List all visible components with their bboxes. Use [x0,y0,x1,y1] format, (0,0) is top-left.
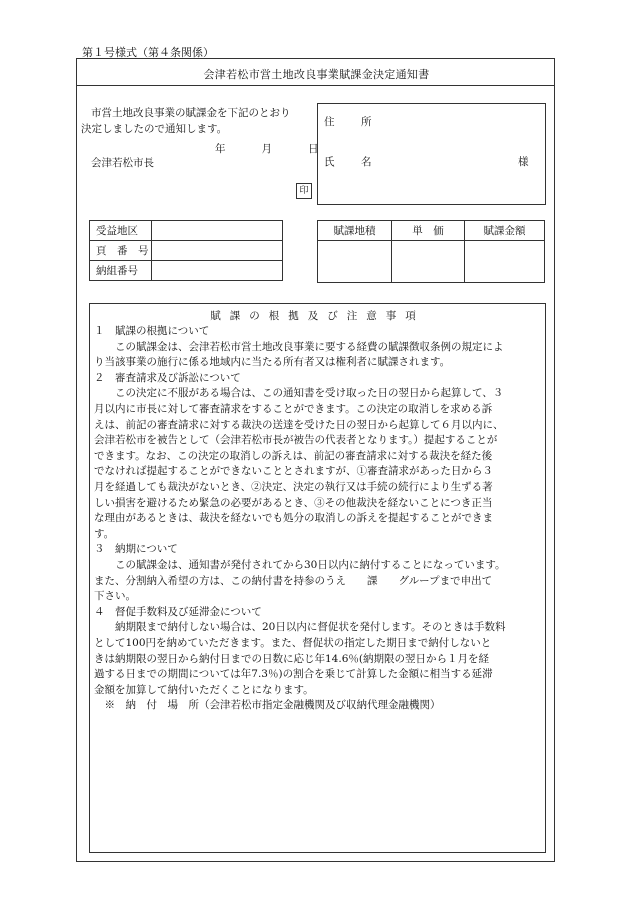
date-year-label: 年 [215,143,226,155]
table-row [90,221,283,241]
honorific: 様 [518,156,529,168]
notes-line: 月以内に市長に対して審査請求をすることができます。この決定の取消しを求める訴 [94,403,493,415]
date-day-label: 日 [308,143,319,155]
notice-text-line1: 市営土地改良事業の賦課金を下記のとおり [91,107,291,119]
unit-price-value [392,241,465,283]
notes-line: この決定に不服がある場合は、この通知書を受け取った日の翌日から起算して、３ [94,387,504,400]
amount-value [465,241,545,283]
notes-line: この賦課金は、会津若松市営土地改良事業に要する経費の賦課徴収条例の規定によ [94,340,504,353]
area-value [318,241,392,283]
notes-line: ※ 納 付 場 所（会津若松市指定金融機関及び収納代理金融機関） [94,699,441,712]
table-row [318,241,545,283]
notes-line: ３ 納期について [94,543,178,556]
form-number: 第１号様式（第４条関係） [82,46,214,59]
table-row [90,241,283,261]
issuer-mayor: 会津若松市長 [91,157,154,169]
date-month-label: 月 [261,143,272,155]
district-label: 受益地区 [90,221,152,241]
notes-line: えは、前記の審査請求に対する裁決の送達を受けた日の翌日から起算して６月以内に、 [94,418,504,431]
notice-form [76,58,555,862]
assessment-table [317,220,545,283]
notes-line: 金額を加算して納付いただくことになります。 [94,683,314,696]
notes-line: しい損害を避けるため緊急の必要があるとき、③その他裁決を経ないことにつき正当 [94,496,493,509]
notes-section [89,303,546,853]
recipient-box [317,103,546,205]
document-title: 会津若松市営土地改良事業賦課金決定通知書 [203,68,430,81]
notes-line: できます。なお、この決定の取消しの訴えは、前記の審査請求に対する裁決を経た後 [94,449,493,462]
notes-line: す。 [94,527,115,540]
page-number-value [152,241,283,261]
table-header-row [318,221,545,241]
payment-group-label: 納組番号 [90,261,152,281]
district-table [89,220,283,281]
notes-line: また、分割納入希望の方は、この納付書を持参のうえ 課 グループまで申出て [94,574,493,587]
unit-price-header: 単 価 [392,221,465,241]
notes-line: として100円を納めていただきます。また、督促状の指定した期日まで納付しないと [94,637,492,649]
page-number-label: 頁 番 号 [90,241,152,261]
notes-line: 会津若松市を被告として（会津若松市長が被告の代表者となります。）提起することが [94,434,498,447]
payment-group-value [152,261,283,281]
notes-line: 過する日までの期間については年7.3％)の割合を乗じて計算した金額に相当する延滞 [94,668,493,681]
notes-line: １ 賦課の根拠について [94,325,210,337]
notes-line: きは納期限の翌日から納付日までの日数に応じ年14.6％(納期限の翌日から１月を経 [94,652,489,665]
district-value [152,221,283,241]
notes-line: な理由があるときは、裁決を経ないでも処分の取消しの訴えを提起することができま [94,512,493,525]
notice-text-line2: 決定しましたので通知します。 [81,123,228,135]
amount-header: 賦課金額 [465,221,545,241]
notes-line: 下さい。 [94,590,136,603]
notes-line: この賦課金は、通知書が発付されてから30日以内に納付することになっています。 [94,559,506,571]
title-divider [77,85,554,86]
area-header: 賦課地積 [318,221,392,241]
issue-date [215,141,319,156]
notes-line: 納期限まで納付しない場合は、20日以内に督促状を発付します。そのときは手数料 [94,621,506,634]
name-label: 氏 名 [324,156,380,168]
notes-line: ２ 審査請求及び訴訟について [94,371,241,384]
table-row [90,261,283,281]
notes-line: り当該事業の施行に係る地域内に当たる所有者又は権利者に賦課されます。 [94,356,451,369]
notes-line: ４ 督促手数料及び延滞金について [94,605,262,618]
notes-line: でなければ提起することができないこととされますが、①審査請求があった日から３ [94,465,493,478]
notes-heading: 賦課の根拠及び注意事項 [210,310,425,322]
notes-line: 月を経過しても裁決がないとき、②決定、決定の執行又は手続の続行により生ずる著 [94,481,493,493]
address-label: 住 所 [324,116,380,128]
seal-stamp: 印 [296,183,312,199]
